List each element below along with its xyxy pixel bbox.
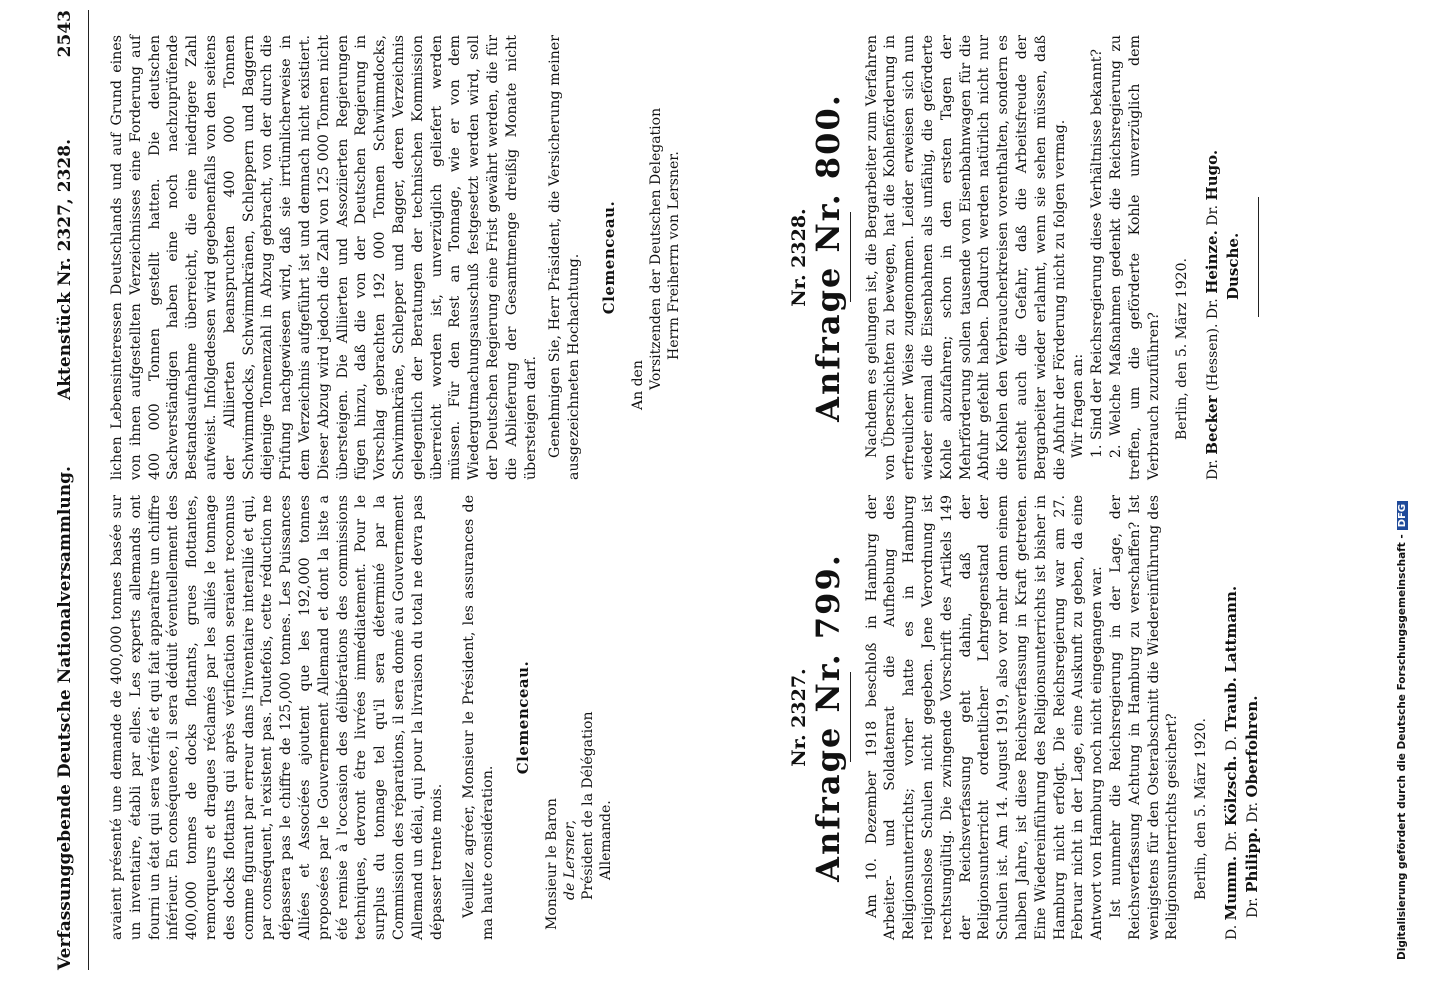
signers-block: D. Mumm. Dr. Kölzsch. D. Traub. Lattmann. Dr. Philipp. Dr. Oberfohren. — [1221, 585, 1261, 940]
credit-text: Digitalisierung gefördert durch die Deutsche Forschungsgemeinschaft - — [1396, 534, 1408, 960]
signer-name: Oberfohren. — [1242, 695, 1261, 798]
body-paragraph: Nachdem es gelungen ist, die Bergarbeiter zum Verfahren von Überschichten zu bewegen, hat die Kohlenförderung in erfreulicher Weise zugenommen. Leider erweisen sich nun wieder einmal die Eisenbahnen als unfähig, die geförderte Kohle abzufahren; schon in den ersten Tagen der Mehrförderung sollen tausende von Eisenbahnwagen für die Abfuhr gefehlt haben. Dadurch werden natürlich nicht nur die Kohlen den Verbraucherkreisen vorenthalten, sondern es entsteht auch die Gefahr, daß die Arbeitsfreude der Bergarbeiter wieder erlahmt, wenn sie sehen müssen, daß die Abfuhr der Förderung nicht zu folgen vermag. — [863, 35, 1068, 480]
body-paragraph: avaient présenté une demande de 400,000 tonnes basée sur un inventaire, établi par elles. Les experts allemands ont fourni un état qui sera vérifié et qui fait apparaître un chiffre inférieur. En conséquence, il sera déduit éventuellement des 400,000 tonnes de docks flottants, grues flottantes, remorqueurs et dragues réclamés par les alliés le tonnage des docks flottants qui après vérification seraient reconnus comme figurant par erreur dans l'inventaire interallié et qui, par conséquent, n'existent pas. Toutefois, cette réduction ne dépassera pas le chiffre de 125,000 tonnes. Les Puissances Alliées et Associées ajoutent que les 192,000 tonnes proposées par le Gouvernement Allemand et dont la liste a été remise à l'occasion des délibérations des commissions techniques, devront être livrées immédiatement. Pour le surplus du tonnage tel qu'il sera déterminé par la Commission des réparations, il sera donné au Gouvernement Allemand un délai, qui pour la livraison du total ne devra pas dépasser trente mois. — [109, 495, 445, 940]
signer-name: Heinze. — [1203, 230, 1222, 294]
anfrage-title: Anfrage Nr. 800. — [808, 93, 847, 422]
address-line: Allemande. — [597, 800, 614, 880]
body-paragraph: Am 10. Dezember 1918 beschloß in Hamburg der Arbeiter- und Soldatenrat die Aufhebung des Religionsunterrichts; vorher hatte es in Hamburg religionslose Schulen nicht gegeben. Jene Verordnung ist rechtsungültig. Die zwingende Vorschrift des Artikels 149 der Reichsverfassung geht dahin, daß der Religionsunterricht ordentlicher Lehrgegenstand der Schulen ist. Am 14. August 1919, also vor mehr denn einem halben Jahre, ist diese Reichsverfassung in Kraft getreten. Eine Wiedereinführung des Religionsunterrichts ist bisher in Hamburg nicht erfolgt. Die Reichsregierung war am 27. Februar nicht in der Lage, eine Auskunft zu geben, da eine Antwort von Hamburg noch nicht eingegangen war. — [863, 495, 1106, 940]
signer-name: Becker — [1203, 395, 1222, 455]
body-paragraph: Ist nunmehr die Reichsregierung in der Lage, der Reichsverfassung Achtung in Hamburg zu verschaffen? Ist wenigstens für den Osterabschnitt die Wiedereinführung des Religionsunterrichts gesichert? — [1107, 495, 1181, 940]
column-anfrage-800 — [790, 35, 1271, 480]
page-number: 2543 — [55, 10, 75, 58]
column-anfrage-799 — [790, 495, 1263, 940]
address-line: Vorsitzenden der Deutschen Delegation — [647, 107, 664, 390]
header-rule — [88, 10, 89, 970]
address-line: Monsieur le Baron — [543, 798, 560, 930]
signer-name: Dusche. — [1224, 232, 1243, 300]
signer-name: Kölzsch. — [1221, 755, 1240, 827]
document-number: Nr. 2328. — [788, 208, 810, 307]
question-item: 2. Welche Maßnahmen gedenkt die Reichsregierung zu treffen, um die geförderte Kohle unverzüglich dem Verbrauch zuzuführen? — [1107, 35, 1162, 480]
signer-name: Traub. — [1221, 677, 1240, 732]
address-line: Président de la Délégation — [579, 711, 596, 900]
column-german-letter — [108, 35, 683, 480]
header-subtitle: Aktenstück Nr. 2327, 2328. — [55, 139, 75, 400]
anfrage-title: Anfrage Nr. 799. — [808, 553, 847, 882]
signer-name: Philipp. — [1242, 827, 1261, 893]
date-line: Berlin, den 5. März 1920. — [1174, 258, 1191, 440]
section-rule — [850, 213, 851, 303]
dfg-logo: DFG — [1397, 501, 1408, 530]
header-title: Verfassunggebende Deutsche Nationalversammlung. — [55, 466, 75, 970]
document-number: Nr. 2327. — [788, 668, 810, 767]
address-line: An den — [629, 360, 646, 410]
date-line: Berlin, den 5. März 1920. — [1193, 718, 1210, 900]
addressee-block — [543, 495, 615, 940]
signature: Clemenceau. — [599, 200, 618, 315]
signer-name: Hugo. — [1203, 149, 1222, 201]
question-item: 1. Sind der Reichsregierung diese Verhältnisse bekannt? — [1089, 48, 1106, 458]
end-rule — [1258, 198, 1259, 318]
addressee-block — [629, 35, 683, 480]
closing-paragraph: Genehmigen Sie, Herr Präsident, die Versicherung meiner ausgezeichneten Hochachtung. — [547, 35, 583, 480]
digitization-credit — [1396, 60, 1426, 960]
ask-line: Wir fragen an: — [1070, 353, 1087, 458]
section-rule — [850, 673, 851, 763]
signer-name: Lattmann. — [1221, 585, 1240, 673]
column-french-letter — [108, 495, 615, 940]
page-header — [55, 10, 85, 970]
address-line: Herrn Freiherrn von Lersner. — [665, 151, 682, 360]
signer-name: Mumm. — [1221, 855, 1240, 921]
body-paragraph: lichen Lebensinteressen Deutschlands und auf Grund eines von ihnen aufgestellten Verzeichnisses eine Forderung auf 400 000 Tonnen gestellt hatten. Die deutschen Sachverständigen haben eine noch nachzuprüfende Bestandsaufnahme überreicht, die eine niedrigere Zahl aufweist. Infolgedessen wird gegebenenfalls von den seitens der Alliierten beanspruchten 400 000 Tonnen Schwimmdocks, Schwimmkränen, Schleppern und Baggern diejenige Tonnenzahl in Abzug gebracht, von der durch die Prüfung nachgewiesen wird, daß sie irrtümlicherweise in dem Verzeichnis aufgeführt ist und demnach nicht existiert. Dieser Abzug wird jedoch die Zahl von 125 000 Tonnen nicht übersteigen. Die Alliierten und Assoziierten Regierungen fügen hinzu, daß die von der Deutschen Regierung in Vorschlag gebrachten 192 000 Tonnen Schwimmdocks, Schwimmkräne, Schlepper und Bagger, deren Verzeichnis gelegentlich der Beratungen der technischen Kommission überreicht worden ist, unverzüglich geliefert werden müssen. Für den Rest an Tonnage, wie er von dem Wiedergutmachungsausschuß festgesetzt werden wird, soll der Deutschen Regierung eine Frist gewährt werden, die für die Ablieferung der Gesamtmenge dreißig Monate nicht übersteigen darf. — [109, 35, 539, 480]
address-line: de Lersner, — [561, 819, 578, 900]
closing-paragraph: Veuillez agréer, Monsieur le Président, les assurances de ma haute considération. — [461, 495, 497, 940]
signers-block: Dr. Becker (Hessen). Dr. Heinze. Dr. Hugo. Dusche. — [1203, 149, 1243, 480]
signature: Clemenceau. — [513, 660, 532, 775]
